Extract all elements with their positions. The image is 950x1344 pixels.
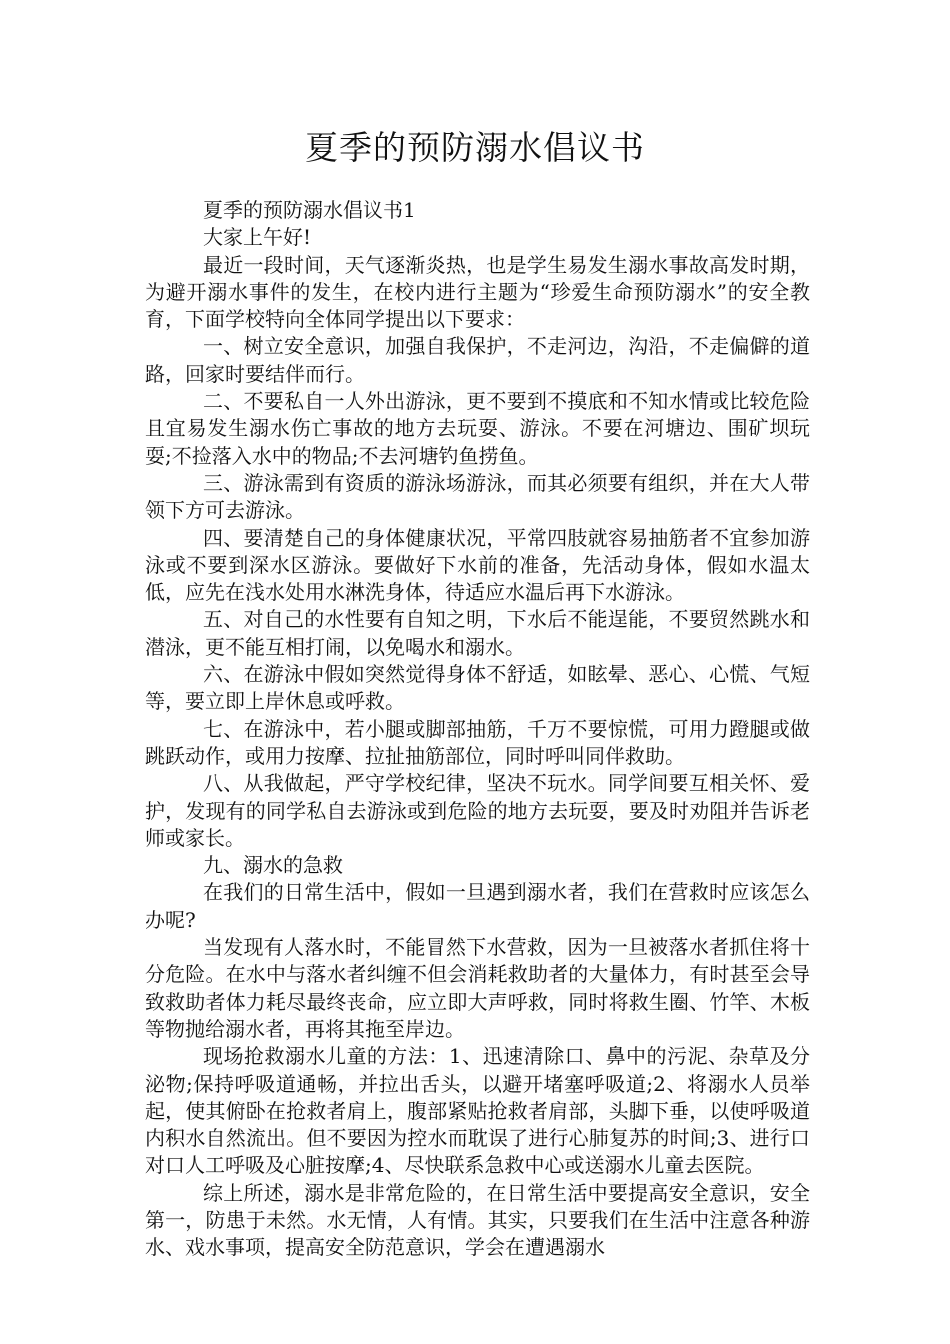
document-body bbox=[145, 197, 810, 1262]
paragraph-item-3: 三、游泳需到有资质的游泳场游泳，而其必须要有组织，并在大人带领下方可去游泳。 bbox=[145, 470, 810, 523]
paragraph-subtitle: 夏季的预防溺水倡议书1 bbox=[203, 198, 416, 222]
paragraph-item-9-heading: 九、溺水的急救 bbox=[203, 853, 343, 878]
paragraph-item-7: 七、在游泳中，若小腿或脚部抽筋，千万不要惊慌，可用力蹬腿或做跳跃动作，或用力按摩、拉扯抽筋部位，同时呼叫同伴救助。 bbox=[145, 716, 810, 768]
paragraph-rescue-advice: 当发现有人落水时，不能冒然下水营救，因为一旦被落水者抓住将十分危险。在水中与落水者纠缠不但会消耗救助者的大量体力，有时甚至会导致救助者体力耗尽最终丧命，应立即大声呼救，同时将救生圈、竹竿、木板等物抛给溺水者，再将其拖至岸边。 bbox=[145, 935, 810, 1041]
paragraph-rescue-question: 在我们的日常生活中，假如一旦遇到溺水者，我们在营救时应该怎么办呢? bbox=[145, 880, 810, 932]
paragraph-greeting: 大家上午好! bbox=[203, 225, 312, 250]
paragraph-item-1: 一、树立安全意识，加强自我保护，不走河边，沟沿，不走偏僻的道路，回家时要结伴而行。 bbox=[145, 334, 810, 386]
paragraph-item-2: 二、不要私自一人外出游泳，更不要到不摸底和不知水情或比较危险且宜易发生溺水伤亡事故的地方去玩耍、游泳。不要在河塘边、围矿坝玩耍;不捡落入水中的物品;不去河塘钓鱼捞鱼。 bbox=[145, 389, 810, 468]
document-title: 夏季的预防溺水倡议书 bbox=[305, 128, 645, 167]
paragraph-item-8: 八、从我做起，严守学校纪律，坚决不玩水。同学间要互相关怀、爱护，发现有的同学私自去游泳或到危险的地方去玩耍，要及时劝阻并告诉老师或家长。 bbox=[145, 771, 810, 850]
paragraph-item-4: 四、要清楚自己的身体健康状况，平常四肢就容易抽筋者不宜参加游泳或不要到深水区游泳。要做好下水前的准备，先活动身体，假如水温太低，应先在浅水处用水淋洗身体，待适应水温后再下水游泳。 bbox=[145, 525, 810, 605]
paragraph-conclusion: 综上所述，溺水是非常危险的，在日常生活中要提高安全意识，安全第一，防患于未然。水无情，人有情。其实，只要我们在生活中注意各种游水、戏水事项，提高安全防范意识，学会在遭遇溺水 bbox=[145, 1180, 810, 1260]
paragraph-intro: 最近一段时间，天气逐渐炎热，也是学生易发生溺水事故高发时期，为避开溺水事件的发生，在校内进行主题为“珍爱生命预防溺水”的安全教育，下面学校特向全体同学提出以下要求： bbox=[145, 252, 810, 332]
paragraph-item-5: 五、对自己的水性要有自知之明，下水后不能逞能，不要贸然跳水和潜泳，更不能互相打闹，以免喝水和溺水。 bbox=[145, 607, 810, 659]
paragraph-rescue-method: 现场抢救溺水儿童的方法：1、迅速清除口、鼻中的污泥、杂草及分泌物;保持呼吸道通畅，并拉出舌头，以避开堵塞呼吸道;2、将溺水人员举起，使其俯卧在抢救者肩上，腹部紧贴抢救者肩部，头脚下垂，以使呼吸道内积水自然流出。但不要因为控水而耽误了进行心肺复苏的时间;3、进行口对口人工呼吸及心脏按摩;4、尽快联系急救中心或送溺水儿童去医院。 bbox=[145, 1044, 810, 1178]
paragraph-item-6: 六、在游泳中假如突然觉得身体不舒适，如眩晕、恶心、心慌、气短等，要立即上岸休息或呼救。 bbox=[145, 662, 810, 714]
